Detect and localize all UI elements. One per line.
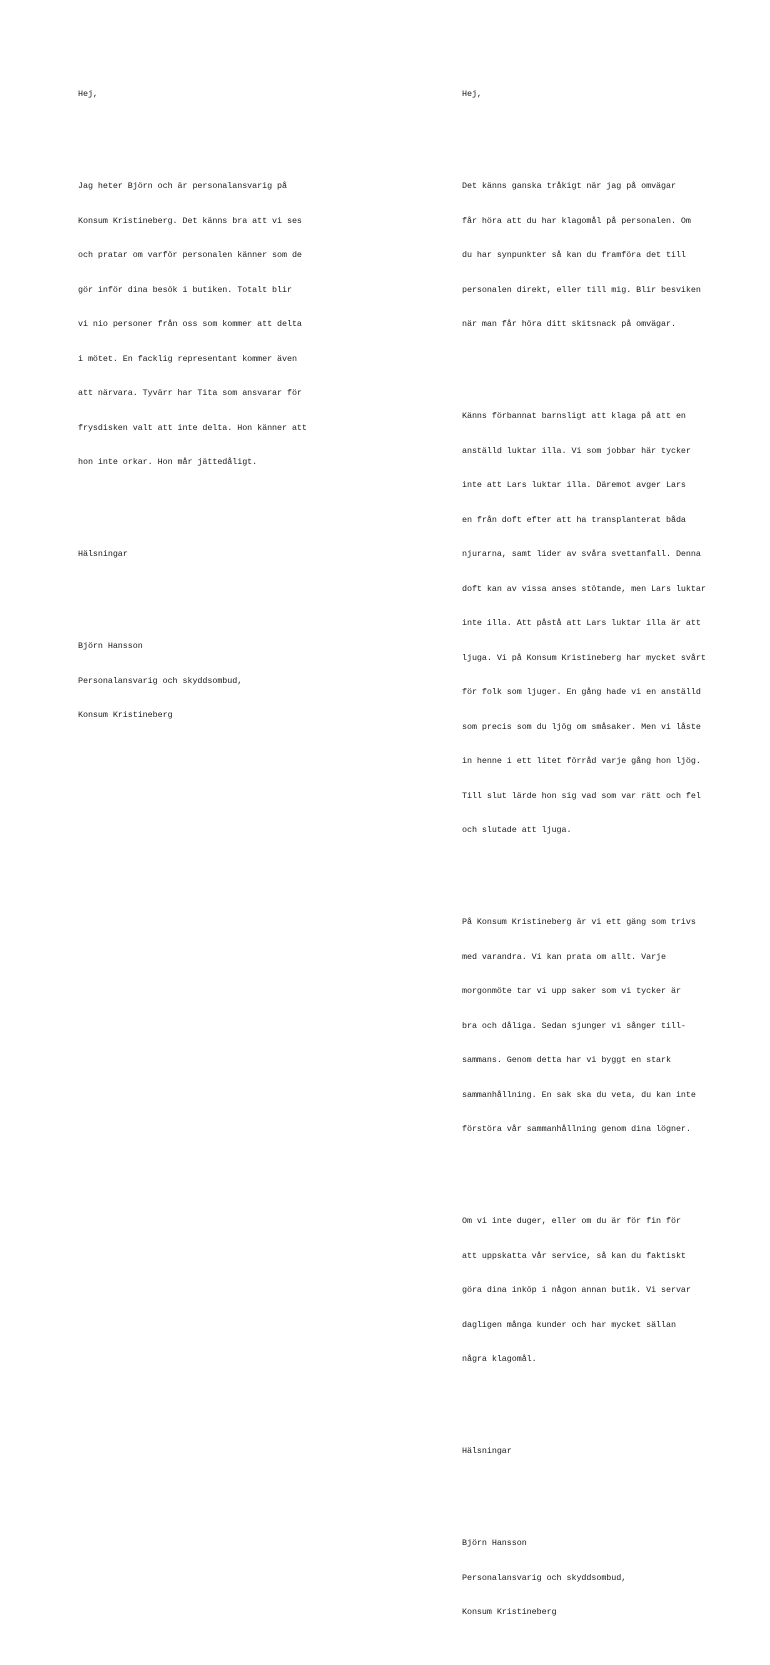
signature-name: Björn Hansson bbox=[78, 641, 143, 651]
signature bbox=[78, 618, 307, 745]
text-line: förstöra vår sammanhållning genom dina lögner. bbox=[462, 1124, 691, 1134]
closing bbox=[462, 1423, 706, 1481]
text-line: dagligen många kunder och har mycket sällan bbox=[462, 1319, 676, 1330]
text-line: Om vi inte duger, eller om du är för fin för bbox=[462, 1216, 681, 1226]
text-line: inte illa. Att påstå att Lars luktar illa är att bbox=[462, 618, 701, 628]
text-line: göra dina inköp i någon annan butik. Vi servar bbox=[462, 1285, 691, 1295]
text-line: hon inte orkar. Hon mår jättedåligt. bbox=[78, 457, 258, 467]
text-line: morgonmöte tar vi upp saker som vi tycker är bbox=[462, 986, 681, 996]
text-line: Det känns ganska tråkigt när jag på omvägar bbox=[462, 181, 676, 191]
text-line: anställd luktar illa. Vi som jobbar här tycker bbox=[462, 445, 691, 456]
signature-store: Konsum Kristineberg bbox=[78, 710, 173, 720]
text-line: och pratar om varför personalen känner som de bbox=[78, 250, 302, 260]
text-line: inte att Lars luktar illa. Däremot avger Lars bbox=[462, 480, 686, 490]
text-line: i mötet. En facklig representant kommer även bbox=[78, 353, 297, 364]
letter-paragraph bbox=[78, 158, 307, 492]
letter-paragraph bbox=[462, 1193, 706, 1389]
text-line: att närvara. Tyvärr har Tita som ansvarar för bbox=[78, 388, 302, 398]
signature bbox=[462, 1515, 706, 1642]
text-line: Jag heter Björn och är personalansvarig på bbox=[78, 181, 287, 191]
closing-text: Hälsningar bbox=[78, 549, 128, 559]
greeting-text: Hej, bbox=[462, 89, 482, 99]
signature-title: Personalansvarig och skyddsombud, bbox=[78, 675, 243, 686]
greeting bbox=[78, 66, 307, 124]
text-line: bra och dåliga. Sedan sjunger vi sånger till- bbox=[462, 1020, 686, 1031]
text-line: in henne i ett litet förråd varje gång hon ljög. bbox=[462, 756, 701, 766]
signature-name: Björn Hansson bbox=[462, 1538, 527, 1548]
text-line: för folk som ljuger. En gång hade vi en anställd bbox=[462, 687, 701, 697]
text-line: får höra att du har klagomål på personalen. Om bbox=[462, 215, 691, 226]
text-line: doft kan av vissa anses stötande, men Lars luktar bbox=[462, 583, 706, 594]
text-line: njurarna, samt lider av svåra svettanfall. Denna bbox=[462, 549, 701, 559]
text-line: du har synpunkter så kan du framföra det till bbox=[462, 250, 686, 260]
text-line: Känns förbannat barnsligt att klaga på att en bbox=[462, 411, 686, 421]
right-letter bbox=[462, 43, 706, 1665]
left-letter bbox=[78, 43, 307, 768]
signature-title: Personalansvarig och skyddsombud, bbox=[462, 1572, 627, 1583]
closing-text: Hälsningar bbox=[462, 1446, 512, 1456]
text-line: ljuga. Vi på Konsum Kristineberg har mycket svårt bbox=[462, 652, 706, 663]
text-line: att uppskatta vår service, så kan du faktiskt bbox=[462, 1250, 686, 1261]
text-line: personalen direkt, eller till mig. Blir besviken bbox=[462, 284, 701, 295]
text-line: Konsum Kristineberg. Det känns bra att vi ses bbox=[78, 215, 302, 226]
text-line: På Konsum Kristineberg är vi ett gäng som trivs bbox=[462, 917, 696, 927]
text-line: med varandra. Vi kan prata om allt. Varje bbox=[462, 951, 667, 962]
text-line: gör inför dina besök i butiken. Totalt blir bbox=[78, 284, 292, 295]
letter-paragraph bbox=[462, 388, 706, 860]
greeting bbox=[462, 66, 706, 124]
text-line: en från doft efter att ha transplanterat båda bbox=[462, 514, 686, 525]
letter-paragraph bbox=[462, 894, 706, 1159]
text-line: frysdisken valt att inte delta. Hon känner att bbox=[78, 422, 307, 433]
text-line: när man får höra ditt skitsnack på omvägar. bbox=[462, 319, 676, 329]
text-line: några klagomål. bbox=[462, 1354, 537, 1364]
text-line: vi nio personer från oss som kommer att delta bbox=[78, 319, 302, 329]
text-line: sammanhållning. En sak ska du veta, du kan inte bbox=[462, 1089, 696, 1100]
greeting-text: Hej, bbox=[78, 89, 98, 99]
letter-paragraph bbox=[462, 158, 706, 354]
text-line: som precis som du ljög om småsaker. Men vi låste bbox=[462, 721, 701, 732]
text-line: Till slut lärde hon sig vad som var rätt och fel bbox=[462, 790, 701, 801]
closing bbox=[78, 526, 307, 584]
text-line: och slutade att ljuga. bbox=[462, 825, 572, 835]
signature-store: Konsum Kristineberg bbox=[462, 1607, 557, 1617]
text-line: sammans. Genom detta har vi byggt en stark bbox=[462, 1055, 671, 1065]
